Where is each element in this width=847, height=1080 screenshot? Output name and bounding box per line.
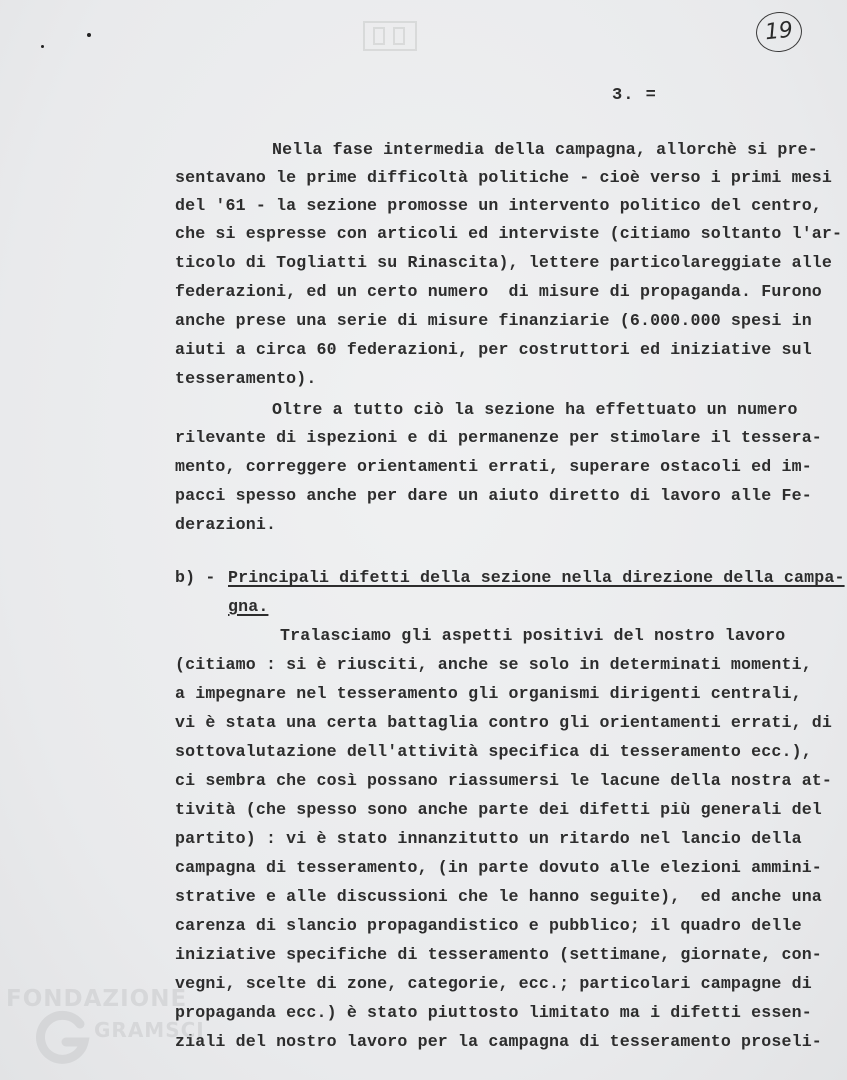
fondazione-gramsci-watermark bbox=[2, 982, 205, 1072]
text-line: ziali del nostro lavoro per la campagna di tesseramento proseli- bbox=[175, 1032, 822, 1051]
text-line: federazioni, ed un certo numero di misure di propaganda. Furono bbox=[175, 282, 822, 301]
text-line: mento, correggere orientamenti errati, superare ostacoli ed im- bbox=[175, 457, 812, 476]
scan-speck bbox=[87, 33, 91, 37]
text-line: sentavano le prime difficoltà politiche - cioè verso i primi mesi bbox=[175, 168, 833, 187]
section-heading-continued: gna. bbox=[228, 597, 269, 616]
text-line: iniziative specifiche di tesseramento (settimane, giornate, con- bbox=[175, 945, 822, 964]
text-line: campagna di tesseramento, (in parte dovuto alle elezioni ammini- bbox=[175, 858, 822, 877]
text-line: a impegnare nel tesseramento gli organismi dirigenti centrali, bbox=[175, 684, 802, 703]
text-line: ci sembra che così possano riassumersi le lacune della nostra at- bbox=[175, 771, 833, 790]
text-line: propaganda ecc.) è stato piuttosto limitato ma i difetti essen- bbox=[175, 1003, 812, 1022]
gramsci-logo-icon bbox=[34, 1008, 94, 1068]
text-line: aiuti a circa 60 federazioni, per costruttori ed iniziative sul bbox=[175, 340, 812, 359]
section-label: b) - bbox=[175, 568, 226, 587]
folio-number: 19 bbox=[754, 10, 804, 55]
text-line: del '61 - la sezione promosse un intervento politico del centro, bbox=[175, 196, 822, 215]
text-line: tesseramento). bbox=[175, 369, 317, 388]
text-line: vegni, scelte di zone, categorie, ecc.; particolari campagne di bbox=[175, 974, 812, 993]
page-number: 3. = bbox=[612, 86, 657, 105]
text-line: anche prese una serie di misure finanziarie (6.000.000 spesi in bbox=[175, 311, 812, 330]
scan-speck bbox=[41, 45, 44, 48]
text-line: Nella fase intermedia della campagna, allorchè si pre- bbox=[272, 140, 818, 159]
text-line: partito) : vi è stato innanzitutto un ritardo nel lancio della bbox=[175, 829, 802, 848]
text-line: derazioni. bbox=[175, 515, 277, 534]
text-line: Oltre a tutto ciò la sezione ha effettuato un numero bbox=[272, 400, 798, 419]
text-line: carenza di slancio propagandistico e pubblico; il quadro delle bbox=[175, 916, 802, 935]
section-heading: Principali difetti della sezione nella direzione della campa- bbox=[228, 568, 845, 587]
text-line: sottovalutazione dell'attività specifica di tesseramento ecc.), bbox=[175, 742, 812, 761]
faded-stamp-mark bbox=[360, 18, 420, 54]
text-line: che si espresse con articoli ed interviste (citiamo soltanto l'ar- bbox=[175, 224, 843, 243]
watermark-line-2: GRAMSCI bbox=[94, 1018, 205, 1042]
watermark-line-1: FONDAZIONE bbox=[6, 986, 188, 1012]
text-line: tività (che spesso sono anche parte dei difetti più generali del bbox=[175, 800, 822, 819]
text-line: (citiamo : si è riusciti, anche se solo in determinati momenti, bbox=[175, 655, 812, 674]
text-line: strative e alle discussioni che le hanno seguite), ed anche una bbox=[175, 887, 822, 906]
text-line: Tralasciamo gli aspetti positivi del nostro lavoro bbox=[280, 626, 786, 645]
text-line: ticolo di Togliatti su Rinascita), lettere particolareggiate alle bbox=[175, 253, 833, 272]
text-line: rilevante di ispezioni e di permanenze per stimolare il tessera- bbox=[175, 428, 822, 447]
text-line: pacci spesso anche per dare un aiuto diretto di lavoro alle Fe- bbox=[175, 486, 812, 505]
text-line: vi è stata una certa battaglia contro gli orientamenti errati, di bbox=[175, 713, 833, 732]
